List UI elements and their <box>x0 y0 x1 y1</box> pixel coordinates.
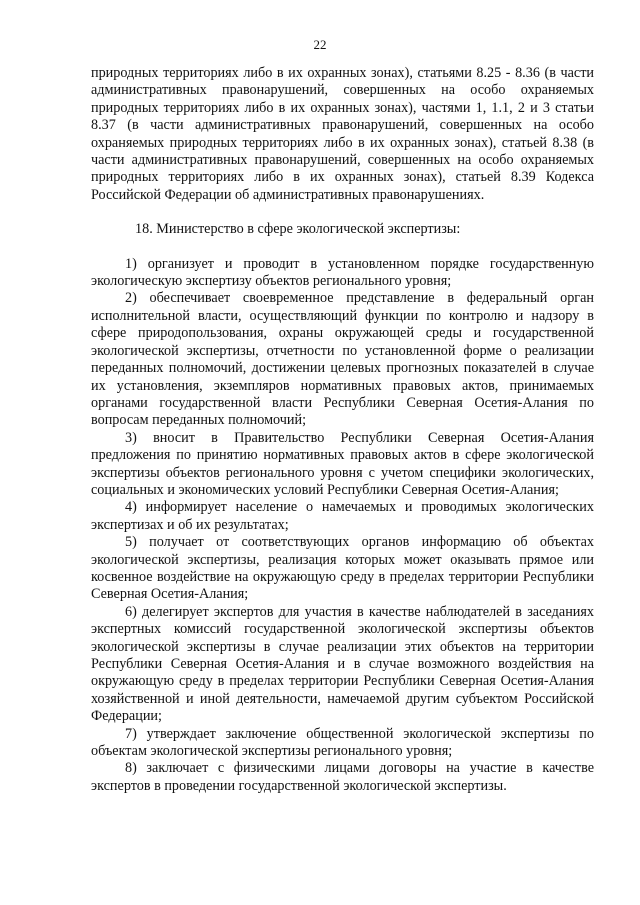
list-item-4: 4) информирует население о намечаемых и проводимых экологических экспертизах и об их результатах; <box>91 499 594 533</box>
continuation-paragraph: природных территориях либо в их охранных зонах), статьями 8.25 - 8.36 (в части административных правонарушений, совершенных на особо охраняемых природных территориях либо в их охранных зонах), частями 1, 1.1, 2 и 3 статьи 8.37 (в части административных правонарушений, совершенных на особо охраняемых природных территориях либо в их охранных зонах), статьей 8.38 (в части административных правонарушений, совершенных на особо охраняемых природных территориях либо в их охранных зонах), статьей 8.39 Кодекса Российской Федерации об административных правонарушениях. <box>91 65 594 203</box>
list-item-8: 8) заключает с физическими лицами договоры на участие в качестве экспертов в проведении государственной экологической экспертизы. <box>91 760 594 794</box>
list-item-2: 2) обеспечивает своевременное представление в федеральный орган исполнительной власти, осуществляющий функции по контролю и надзору в сфере природопользования, охраны окружающей среды и государственной экологической экспертизы, отчетности по установленной форме о реализации переданных полномочий, достижении целевых прогнозных показателей в случае их установления, экземпляров нормативных правовых актов, принимаемых органами государственной власти Республики Северная Осетия-Алания по вопросам переданных полномочий; <box>91 290 594 429</box>
list-item-7: 7) утверждает заключение общественной экологической экспертизы по объектам экологической экспертизы регионального уровня; <box>91 725 594 760</box>
list-item-1: 1) организует и проводит в установленном порядке государственную экологическую экспертизу объектов регионального уровня; <box>91 255 594 290</box>
list-item-6: 6) делегирует экспертов для участия в качестве наблюдателей в заседаниях экспертных комиссий государственной экологической экспертизы объектов экологической экспертизы в случае реализации этих объектов на территории Республики Северная Осетия-Алания и в случае возможного воздействия на окружающую среду в пределах территории Республики Северная Осетия-Алания хозяйственной и иной деятельности, намечаемой другим субъектом Российской Федерации; <box>91 603 594 725</box>
section-heading: 18. Министерство в сфере экологической экспертизы: <box>135 221 461 238</box>
page-number: 22 <box>313 37 327 52</box>
list-item-5: 5) получает от соответствующих органов информацию об объектах экологической экспертизы, реализация которых может оказывать прямое или косвенное воздействие на окружающую среду в пределах территории Республики Северная Осетия-Алания; <box>91 534 594 603</box>
list-item-3: 3) вносит в Правительство Республики Северная Осетия-Алания предложения по принятию нормативных правовых актов в сфере экологической экспертизы объектов регионального уровня с учетом специфики экологических, социальных и экономических условий Республики Северная Осетия-Алания; <box>91 429 594 498</box>
document-body <box>91 65 594 795</box>
